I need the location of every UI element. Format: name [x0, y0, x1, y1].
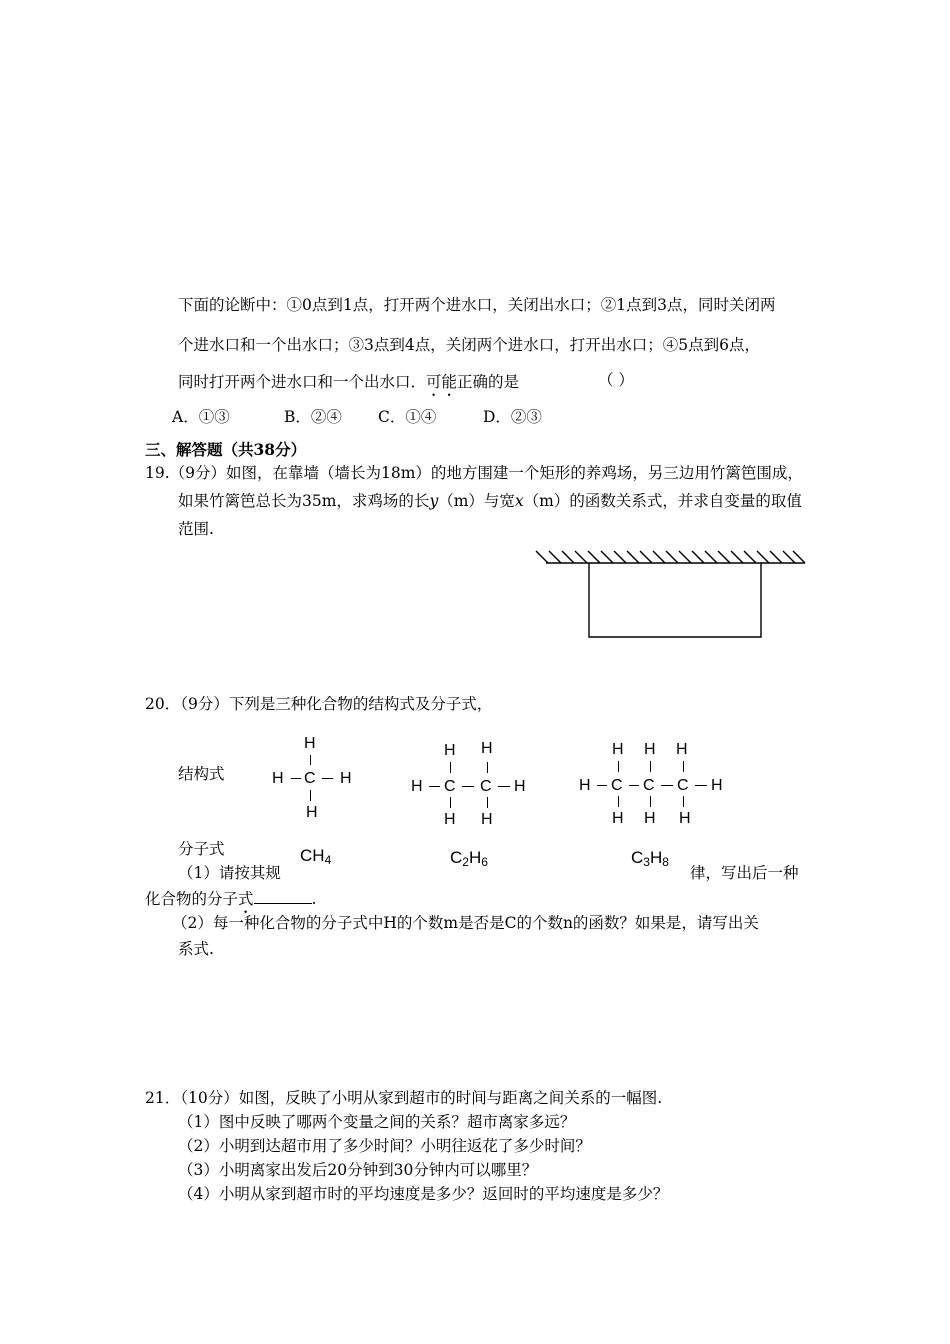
formula-count: 8: [662, 855, 669, 869]
bond: [310, 755, 311, 765]
q20-part2-line-1: （2）每一种化合物的分子式中H的个数m是否是C的个数n的函数？如果是，请写出关: [172, 914, 759, 932]
q21-sub-2: （2）小明到达超市用了多少时间？小明往返花了多少时间？: [178, 1137, 591, 1155]
bond: [695, 785, 707, 786]
atom-h: H: [711, 777, 723, 794]
q21-sub-3: （3）小明离家出发后20分钟到30分钟内可以哪里？: [178, 1161, 538, 1179]
bond: [322, 778, 333, 779]
bond: [310, 790, 311, 801]
formula-element: H: [649, 848, 663, 867]
atom-h: H: [411, 778, 423, 795]
answer-bracket: （ ）: [598, 371, 634, 389]
wall-hatching: [536, 551, 805, 563]
atom-h: H: [644, 741, 656, 758]
option-a: A．①③: [172, 408, 230, 426]
option-d: D．②③: [483, 408, 542, 426]
atom-c: C: [480, 778, 492, 795]
q19-line-2-a: 如果竹篱笆总长为35m，求鸡场的长: [178, 492, 430, 510]
q20-part1-c-text: 化合物的分子: [145, 890, 239, 908]
section-heading: 三、解答题（共38分）: [145, 440, 307, 459]
q20-part1-c: [145, 889, 316, 917]
atom-h: H: [444, 811, 456, 828]
bond: [618, 761, 619, 772]
q21-sub-4: （4）小明从家到超市时的平均速度是多少？返回时的平均速度是多少？: [178, 1185, 669, 1203]
bond: [450, 762, 451, 773]
formula-ch4-count: 4: [324, 853, 332, 867]
answer-blank: [254, 889, 312, 904]
q21-intro: 21．（10分）如图，反映了小明从家到超市的时间与距离之间关系的一幅图.: [145, 1089, 663, 1107]
label-structure: 结构式: [178, 765, 225, 783]
intro-line-3-tail: 正确的是: [457, 373, 520, 391]
atom-h: H: [444, 742, 456, 759]
bond: [487, 762, 488, 773]
atom-c: C: [444, 778, 456, 795]
fence-rectangle: [589, 563, 761, 637]
bond: [650, 761, 651, 772]
atom-h: H: [676, 741, 688, 758]
atom-h: H: [679, 810, 691, 827]
intro-line-3-text: 同时打开两个进水口和一个出水口．: [178, 373, 427, 391]
q19-line-2: [178, 494, 802, 510]
bond: [683, 761, 684, 772]
q20-part1-b: 律，写出后一种: [690, 864, 799, 882]
q21-sub-1: （1）图中反映了哪两个变量之间的关系？超市离家多远？: [178, 1113, 576, 1131]
bond: [597, 785, 607, 786]
intro-line-3: [178, 373, 519, 400]
atom-h: H: [304, 735, 316, 752]
atom-h: H: [481, 811, 493, 828]
q20-part1-end: .: [311, 890, 317, 908]
bond: [498, 786, 510, 787]
atom-h: H: [644, 810, 656, 827]
propane-structure: [570, 730, 723, 830]
formula-c3h8: [631, 849, 669, 868]
var-x: x: [514, 492, 524, 510]
option-b: B．②④: [284, 408, 342, 426]
emphasis-word: 可能: [426, 373, 458, 391]
q19-line-3: 范围.: [178, 520, 214, 538]
bond: [629, 785, 639, 786]
bond: [450, 797, 451, 808]
q20-part2-line-2: 系式.: [178, 940, 214, 958]
bond: [661, 785, 673, 786]
formula-c2h6: [450, 849, 488, 868]
formula-element: C: [450, 848, 463, 867]
bond: [650, 796, 651, 807]
formula-ch4-element: CH: [300, 846, 325, 865]
bond: [683, 796, 684, 807]
atom-h: H: [481, 740, 493, 757]
bond: [487, 797, 488, 808]
formula-element: C: [631, 848, 644, 867]
intro-line-2: 个进水口和一个出水口；③3点到4点，关闭两个进水口，打开出水口；④5点到6点，: [178, 336, 760, 354]
q19-line-2-c: （m）的函数关系式，并求自变量的取值: [523, 492, 802, 510]
q19-line-2-b: （m）与宽: [438, 492, 515, 510]
bond: [429, 786, 440, 787]
atom-h: H: [612, 810, 624, 827]
formula-count: 2: [462, 855, 469, 869]
intro-line-1: 下面的论断中：①0点到1点，打开两个进水口，关闭出水口；②1点到3点，同时关闭两: [178, 296, 776, 314]
var-y: y: [429, 492, 439, 510]
atom-c: C: [304, 770, 316, 787]
bond: [618, 796, 619, 807]
chicken-yard-figure: [540, 546, 810, 642]
formula-count: 3: [643, 855, 650, 869]
atom-h: H: [579, 777, 591, 794]
formula-element: H: [468, 848, 482, 867]
atom-c: C: [643, 777, 655, 794]
atom-h: H: [612, 741, 624, 758]
formula-ch4: [300, 847, 331, 866]
q20-intro: 20．（9分）下列是三种化合物的结构式及分子式，: [145, 695, 493, 713]
label-formula: 分子式: [178, 840, 225, 858]
bond: [291, 778, 301, 779]
bond: [462, 786, 474, 787]
formula-count: 6: [481, 855, 488, 869]
atom-h: H: [306, 804, 318, 821]
atom-c: C: [611, 777, 623, 794]
option-c: C．①④: [378, 408, 437, 426]
q20-part1-a: （1）请按其规: [178, 864, 281, 882]
atom-h: H: [272, 770, 284, 787]
atom-h: H: [514, 778, 526, 795]
q19-line-1: 19.（9分）如图，在靠墙（墙长为18m）的地方围建一个矩形的养鸡场，另三边用竹篱笆围成，: [145, 464, 803, 482]
atom-h: H: [340, 770, 352, 787]
emphasis-char: 式: [238, 890, 254, 908]
atom-c: C: [677, 777, 689, 794]
